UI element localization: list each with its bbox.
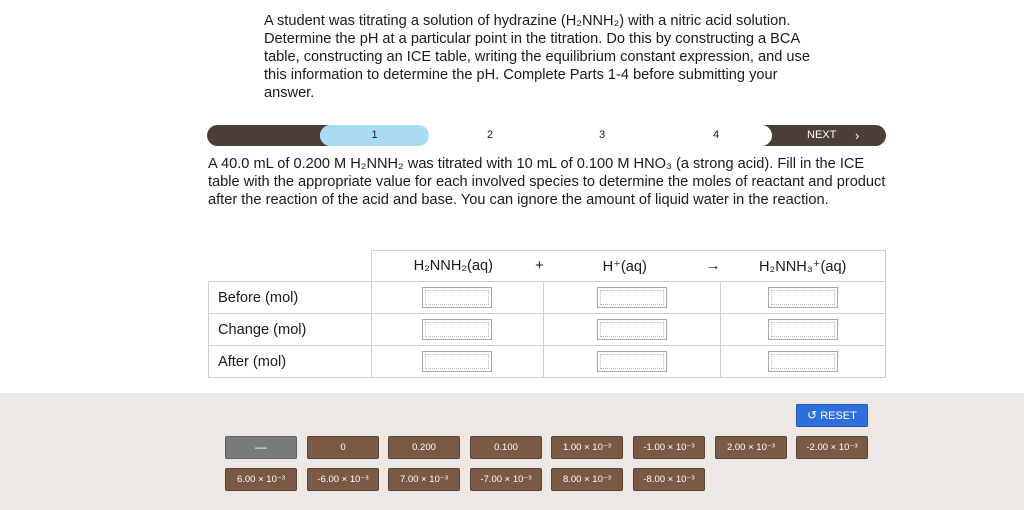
tile-neg-2e-3[interactable]: -2.00 × 10⁻³ bbox=[796, 436, 868, 459]
next-label: NEXT bbox=[807, 129, 837, 141]
step-4-tab[interactable]: 4 bbox=[712, 129, 720, 141]
before-product-drop-slot[interactable] bbox=[768, 287, 838, 308]
step-2-tab[interactable]: 2 bbox=[486, 129, 494, 141]
step-track bbox=[320, 125, 772, 146]
answer-tile-tray bbox=[0, 393, 1024, 510]
ice-row-change bbox=[209, 314, 886, 346]
change-acid-cell bbox=[544, 314, 721, 346]
undo-icon: ↺ bbox=[807, 408, 818, 422]
change-product-drop-slot[interactable] bbox=[768, 319, 838, 340]
tile-0[interactable]: 0 bbox=[307, 436, 379, 459]
after-acid-drop-slot[interactable] bbox=[597, 351, 667, 372]
question-text: A 40.0 mL of 0.200 M H₂NNH₂ was titrated with 10 mL of 0.100 M HNO₃ (a strong acid). Fill in the ICE table with the appropriate value for each involved species to determine the moles of reactant and product after the reaction of the acid and base. You can ignore the amount of liquid water in the reaction. bbox=[208, 156, 886, 208]
step-3-tab[interactable]: 3 bbox=[598, 129, 606, 141]
tile-neg-7e-3[interactable]: -7.00 × 10⁻³ bbox=[470, 468, 542, 491]
after-base-drop-slot[interactable] bbox=[422, 351, 492, 372]
tile-neg-8e-3[interactable]: -8.00 × 10⁻³ bbox=[633, 468, 705, 491]
ice-table bbox=[208, 250, 886, 378]
tile-neg-6e-3[interactable]: -6.00 × 10⁻³ bbox=[307, 468, 379, 491]
before-product-cell bbox=[720, 282, 885, 314]
after-product-drop-slot[interactable] bbox=[768, 351, 838, 372]
header-product: H₂NNH₃⁺(aq) bbox=[720, 251, 885, 282]
reset-label: RESET bbox=[820, 410, 857, 422]
tile-0-100[interactable]: 0.100 bbox=[470, 436, 542, 459]
change-base-cell bbox=[371, 314, 544, 346]
problem-intro: A student was titrating a solution of hydrazine (H₂NNH₂) with a nitric acid solution. Determine the pH at a particular point in the titration. Do this by constructing a BCA table, constructing an ICE table, writing the equilibrium constant expression, and use this information to determine the pH. Complete Parts 1-4 before submitting your answer. bbox=[264, 13, 810, 101]
before-base-cell bbox=[371, 282, 544, 314]
step-1-tab[interactable]: 1 bbox=[320, 125, 429, 146]
tile-2e-3[interactable]: 2.00 × 10⁻³ bbox=[715, 436, 787, 459]
header-reactant-acid: H⁺(aq) bbox=[544, 251, 706, 282]
row-label-after: After (mol) bbox=[209, 346, 372, 378]
before-base-drop-slot[interactable] bbox=[422, 287, 492, 308]
tile-6e-3[interactable]: 6.00 × 10⁻³ bbox=[225, 468, 297, 491]
row-label-before: Before (mol) bbox=[209, 282, 372, 314]
tile-neg-1e-3[interactable]: -1.00 × 10⁻³ bbox=[633, 436, 705, 459]
table-corner bbox=[209, 251, 372, 282]
change-base-drop-slot[interactable] bbox=[422, 319, 492, 340]
before-acid-drop-slot[interactable] bbox=[597, 287, 667, 308]
step-navigation bbox=[207, 125, 886, 146]
chevron-right-icon: › bbox=[855, 128, 860, 143]
row-label-change: Change (mol) bbox=[209, 314, 372, 346]
ice-row-before bbox=[209, 282, 886, 314]
tile-8e-3[interactable]: 8.00 × 10⁻³ bbox=[551, 468, 623, 491]
reset-button[interactable] bbox=[796, 404, 868, 427]
header-arrow: → bbox=[706, 251, 721, 282]
next-button[interactable] bbox=[776, 125, 886, 146]
tile-7e-3[interactable]: 7.00 × 10⁻³ bbox=[388, 468, 460, 491]
after-base-cell bbox=[371, 346, 544, 378]
ice-header-row bbox=[209, 251, 886, 282]
before-acid-cell bbox=[544, 282, 721, 314]
after-acid-cell bbox=[544, 346, 721, 378]
ice-row-after bbox=[209, 346, 886, 378]
header-plus: + bbox=[535, 251, 544, 282]
change-acid-drop-slot[interactable] bbox=[597, 319, 667, 340]
after-product-cell bbox=[720, 346, 885, 378]
tile-0-200[interactable]: 0.200 bbox=[388, 436, 460, 459]
tile-blank[interactable]: — bbox=[225, 436, 297, 459]
header-reactant-base: H₂NNH₂(aq) bbox=[371, 251, 535, 282]
change-product-cell bbox=[720, 314, 885, 346]
tile-1e-3[interactable]: 1.00 × 10⁻³ bbox=[551, 436, 623, 459]
